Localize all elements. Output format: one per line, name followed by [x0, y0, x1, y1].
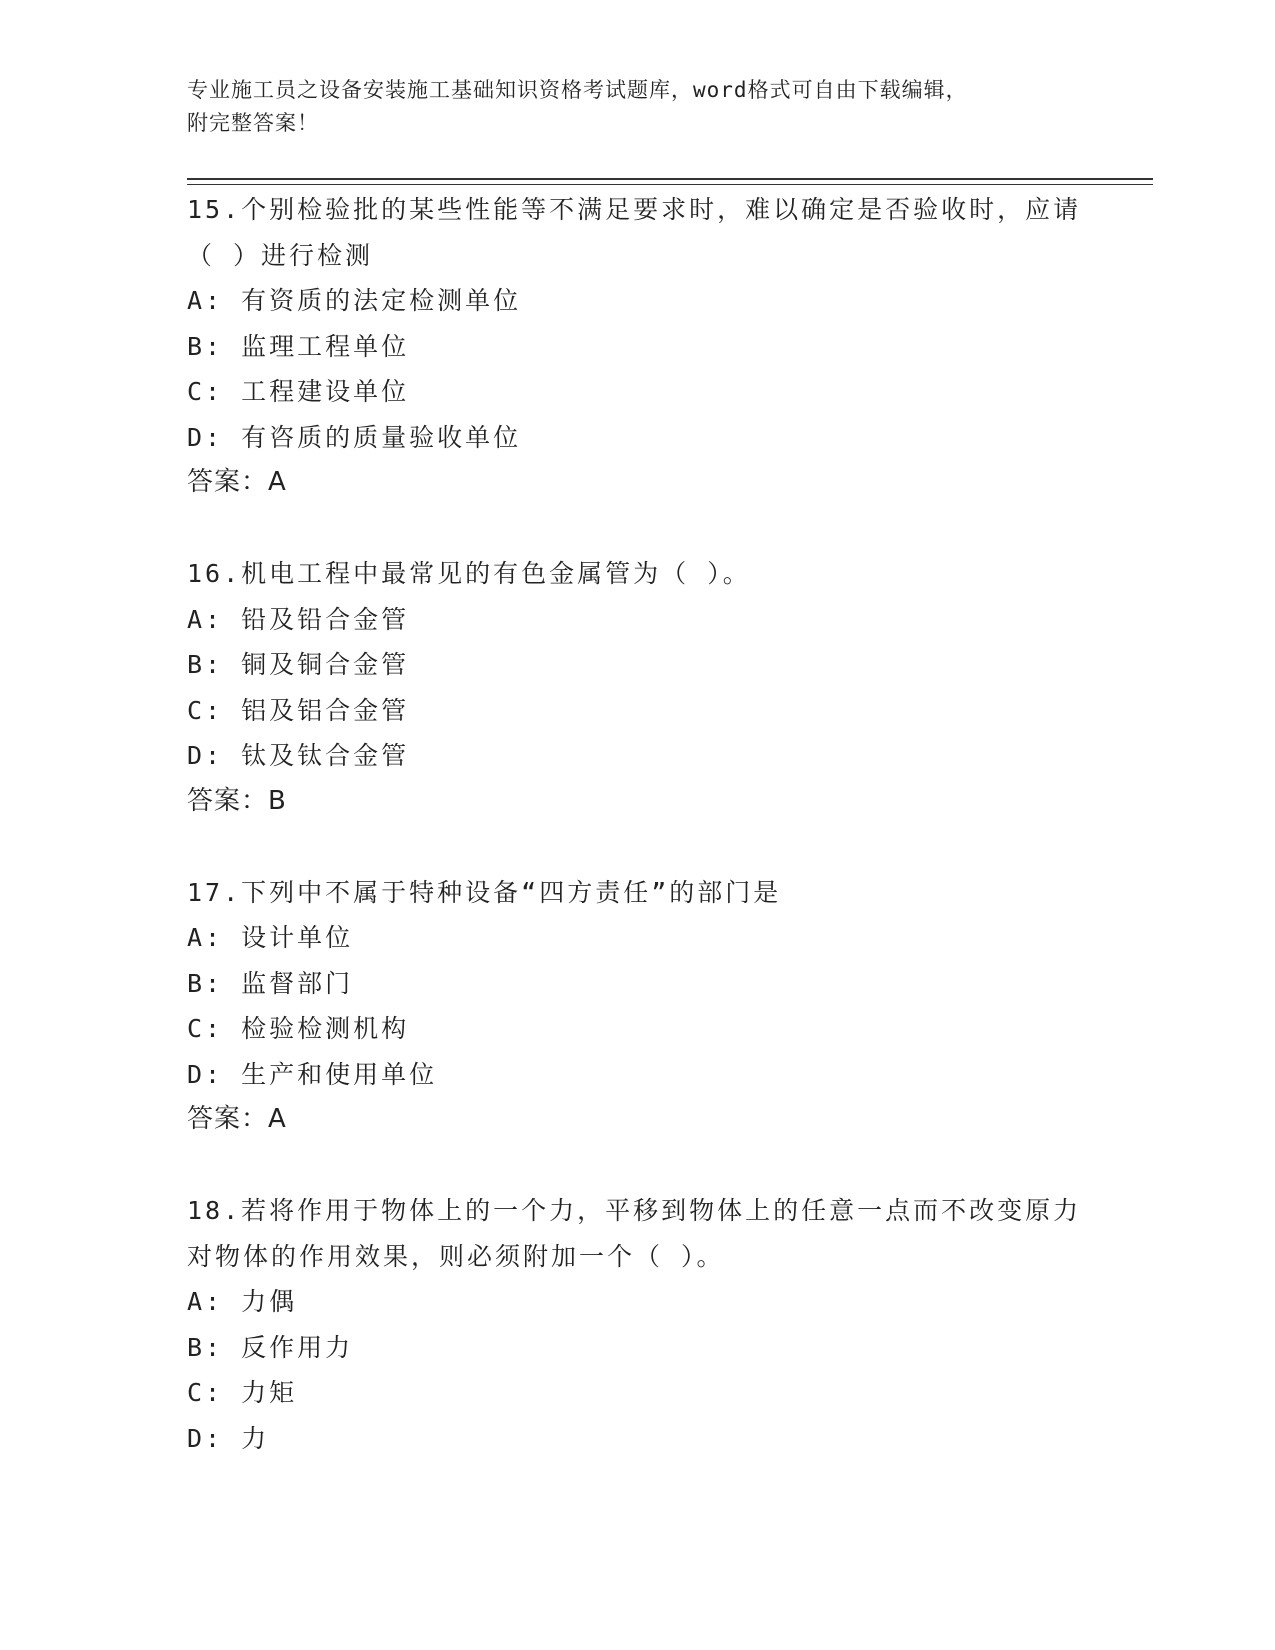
- question-spacer: [187, 824, 1087, 870]
- header-line-2: 附完整答案！: [187, 111, 319, 135]
- answer: 答案：B: [187, 785, 287, 816]
- question-list: [187, 187, 1087, 1461]
- option-d: D: 有咨质的质量验收单位: [187, 422, 522, 452]
- option-c: C: 铝及铝合金管: [187, 695, 410, 725]
- question-stem: 18.若将作用于物体上的一个力，平移到物体上的任意一点而不改变原力对物体的作用效果，则必须附加一个（ ）。: [187, 1196, 1082, 1271]
- option-c: C: 力矩: [187, 1378, 298, 1407]
- question-18: [187, 1188, 1087, 1461]
- question-16: [187, 551, 1087, 824]
- option-d: D: 钛及钛合金管: [187, 741, 410, 770]
- question-spacer: [187, 1143, 1087, 1189]
- header-line-1: 专业施工员之设备安装施工基础知识资格考试题库，word格式可自由下载编辑，: [187, 78, 968, 102]
- question-stem: 17.下列中不属于特种设备“四方责任”的部门是: [187, 877, 782, 907]
- question-15: [187, 187, 1087, 506]
- option-a: A: 设计单位: [187, 923, 354, 952]
- document-header: [187, 74, 1087, 140]
- header-divider-thick: [187, 178, 1153, 180]
- option-c: C: 工程建设单位: [187, 377, 410, 406]
- option-c: C: 检验检测机构: [187, 1014, 410, 1043]
- option-b: B: 监理工程单位: [187, 331, 410, 361]
- question-stem: 15.个别检验批的某些性能等不满足要求时，难以确定是否验收时，应请（ ）进行检测: [187, 195, 1082, 270]
- option-b: B: 铜及铜合金管: [187, 650, 410, 679]
- option-d: D: 力: [187, 1423, 270, 1453]
- question-spacer: [187, 506, 1087, 552]
- answer: 答案：A: [187, 467, 287, 497]
- answer: 答案：A: [187, 1104, 287, 1134]
- option-a: A: 铅及铅合金管: [187, 604, 410, 634]
- option-a: A: 力偶: [187, 1287, 298, 1316]
- question-17: [187, 870, 1087, 1143]
- question-stem: 16.机电工程中最常见的有色金属管为（ ）。: [187, 559, 751, 588]
- option-d: D: 生产和使用单位: [187, 1059, 438, 1089]
- option-b: B: 监督部门: [187, 968, 354, 998]
- header-divider-thin: [187, 184, 1153, 185]
- option-a: A: 有资质的法定检测单位: [187, 286, 522, 315]
- option-b: B: 反作用力: [187, 1332, 354, 1362]
